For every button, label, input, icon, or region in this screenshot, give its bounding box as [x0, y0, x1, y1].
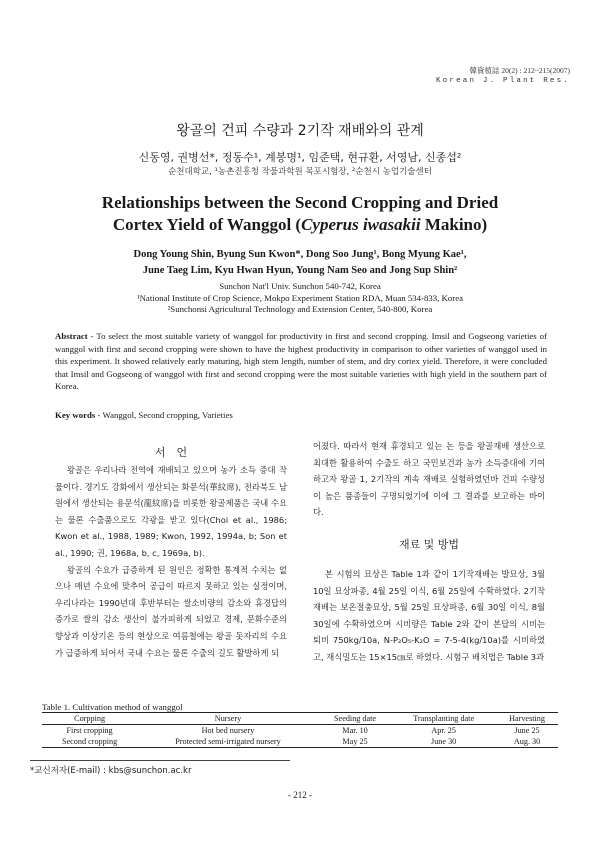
- intro-paragraph-1: 왕골은 우리나라 전역에 재배되고 있으며 농가 소득 증대 작물이다. 경기도 강화에서 생산되는 화문석(華紋席), 전라북도 남원에서 생산되는 용문석(龍紋席)을 비롯한 왕골제품은 국내 수요는 물론 수출품으로도 각광을 받고 있다(Choi et al., 1986; Kwon et al., 1988, 1989; Kwon, 1992, 1994a, b; Son et al., 1990; 권, 1968a, b, c, 1969a, b).: [55, 465, 287, 558]
- journal-abbrev: Korean J. Plant Res.: [435, 77, 570, 85]
- table-cell: Aug. 30: [496, 736, 558, 748]
- table-row: [42, 725, 558, 737]
- col-header: Corpping: [42, 713, 137, 725]
- table-cell: June 30: [391, 736, 496, 748]
- english-authors: Dong Young Shin, Byung Sun Kwon*, Dong Soo Jung¹, Bong Myung Kae¹, June Taeg Lim, Kyu Hwan Hyun, Young Nam Seo and Jong Sup Shin²: [133, 249, 467, 276]
- korean-affiliations: 순천대학교, ¹농촌진흥청 작물과학원 목포시험장, ²순천시 농업기술센터: [168, 167, 432, 177]
- table-cell: First cropping: [66, 726, 113, 735]
- abstract: [55, 330, 547, 393]
- english-title: [0, 192, 600, 236]
- section-methods-heading: 재료 및 방법: [398, 538, 460, 551]
- species-name: Cyperus iwasakii: [301, 215, 421, 234]
- journal-header: [436, 66, 570, 86]
- methods-paragraph-1: 본 시험의 묘상은 Table 1과 같이 1기작재배는 발묘상, 3월 10일 묘상파종, 4월 25일 이식, 6월 25일에 수확하였다. 2기작 재배는 보온절충묘상, 5월 25일 묘상파종, 6월 30일 이식, 8월 30일에 수확하였으며 시비량은 Table 2와 같이 본답의 시비는 퇴비 750kg/10a, N-P₂O₅-K₂O = 7-5-4(kg/10a)를 시비하였고, 재식밀도는 15×15㎝로 하였다. 시험구 배치법은 Table 3과: [313, 569, 545, 662]
- intro-paragraph-3: 어졌다. 따라서 현재 휴경되고 있는 논 등을 왕골재배 생산으로 최대한 활용하여 수출도 하고 국민보건과 농가 소득증대에 기여하고자 왕골 1, 2기작의 계속 재배로 실험하였던바 건피 수량성이 높은 품종들이 구명되었기에 이에 그 결과를 보고하는 바이다.: [313, 441, 545, 518]
- keywords-label: Key words: [55, 410, 96, 420]
- corresponding-author-footnote: *교신저자(E-mail) : kbs@sunchon.ac.kr: [30, 766, 192, 776]
- table-cell: Apr. 25: [431, 726, 456, 735]
- col-header: Harvesting: [496, 713, 558, 725]
- english-title-line2: Cortex Yield of Wanggol (Cyperus iwasakii Makino): [112, 215, 488, 234]
- abstract-text: - To select the most suitable variety of wanggol for productivity in first and second cropping. Imsil and Gogseong varieties of wanggol with first and second cropping were shown to have the highest productivity in comparison to other varieties of wanggol used in this experiment. It showed relatively early maturing, high stem length, number of stem, and dry cortex yield. Therefore, it were concluded that Imsil and Gogseong of wanggol with first and second cropping were the most suitable varieties with high yield in the southern part of Korea.: [55, 331, 547, 391]
- korean-title: 왕골의 건피 수량과 2기작 재배와의 관계: [176, 123, 424, 139]
- table-cell: May 25: [319, 736, 391, 748]
- table-cell: Mar. 10: [342, 726, 368, 735]
- english-title-line1: Relationships between the Second Cropping and Dried: [101, 193, 499, 212]
- col-header: Transplanting date: [391, 713, 496, 725]
- section-introduction-heading: 서 언: [154, 446, 188, 459]
- table-cell: June 25: [514, 726, 540, 735]
- korean-authors: 신동영, 권병선*, 정동수¹, 계봉명¹, 임준택, 현규환, 서영남, 신종섭²: [138, 151, 462, 164]
- col-header: Seeding date: [319, 713, 391, 725]
- intro-paragraph-2: 왕골의 수요가 급증하게 된 원인은 정확한 통계적 수치는 없으나 매년 수요에 맞추어 공급이 따르지 못하고 있는 실정이며, 우리나라는 1990년대 후반부터는 쌀소비량의 감소와 휴경답의 증가로 쌀의 감소 생산이 불가피하게 되었고 경제, 문화수준의 향상과 이상기온 등의 현상으로 여름철에는 왕골 돗자리의 수요가 급증하게 되어서 국내 수요는 물론 수출의 길도 활발하게 되: [55, 564, 287, 658]
- col-header: Nursery: [137, 713, 319, 725]
- footnote-divider: [30, 760, 290, 761]
- table-caption: Table 1. Cultivation method of wanggol: [42, 702, 183, 712]
- table-row: [42, 736, 558, 748]
- left-column: [55, 462, 287, 661]
- keywords: Key words - Wanggol, Second cropping, Varieties: [55, 410, 233, 420]
- cultivation-table: [42, 712, 558, 748]
- table-cell: Hot bed nursery: [201, 726, 255, 735]
- abstract-label: Abstract: [55, 331, 88, 341]
- right-column: [313, 438, 545, 521]
- english-affiliations: Sunchon Nat'l Univ. Sunchon 540-742, Korea ¹National Institute of Crop Science, Mokpo Experiment Station RDA, Muan 534-833, Korea ²Sunchonsi Agricultural Technology and Extension Center, 540-800, Korea: [136, 281, 464, 314]
- methods-column: [313, 566, 545, 666]
- table-cell: Second cropping: [42, 736, 137, 748]
- table-cell: Protected semi-irrigated nursery: [137, 736, 319, 748]
- table-header-row: [42, 713, 558, 725]
- page-number: - 212 -: [288, 790, 312, 800]
- journal-citation: 韓資植誌 20(2) : 212~215(2007): [469, 66, 570, 75]
